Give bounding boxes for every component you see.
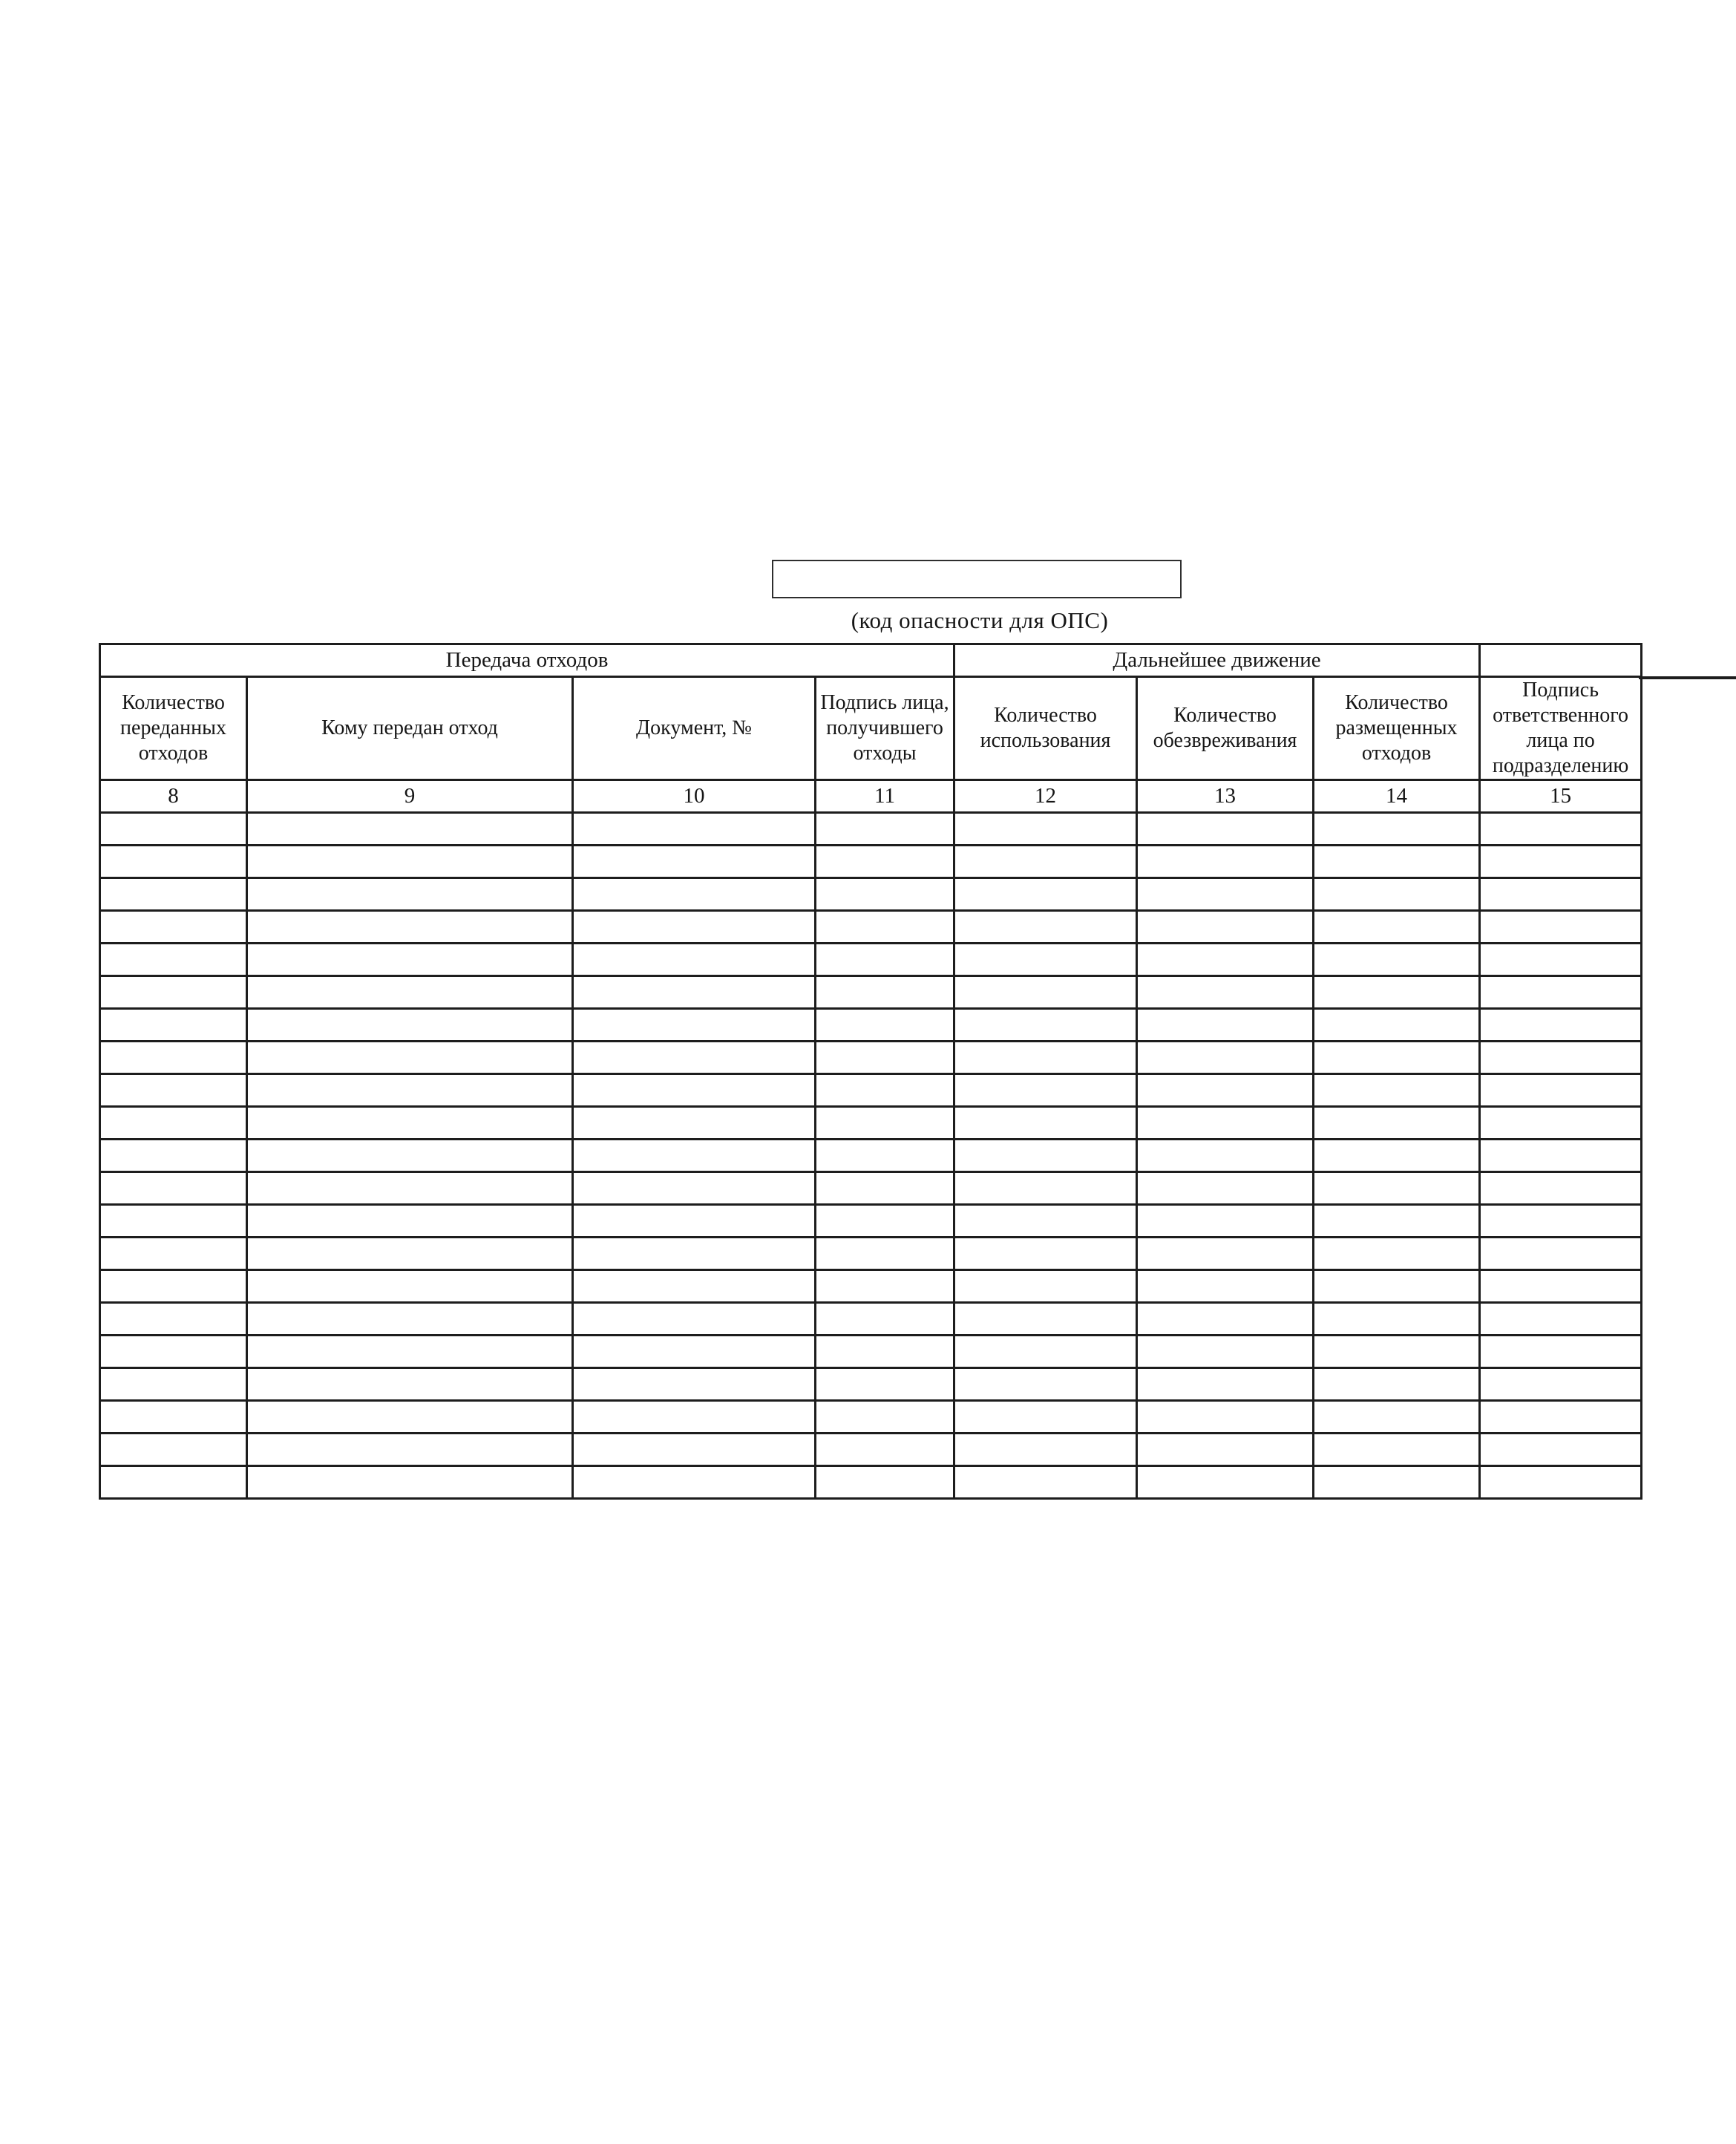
empty-log-row (100, 1466, 1642, 1499)
empty-cell (247, 846, 573, 878)
empty-cell (1314, 911, 1480, 944)
empty-cell (247, 1042, 573, 1074)
empty-cell (816, 878, 954, 911)
empty-cell (573, 1009, 816, 1042)
empty-cell (816, 1270, 954, 1303)
empty-cell (1314, 813, 1480, 846)
empty-cell (954, 944, 1137, 976)
empty-cell (1480, 1336, 1642, 1368)
hazard-code-caption: (код опасности для ОПС) (851, 607, 1109, 633)
empty-cell (1314, 1303, 1480, 1336)
empty-cell (1314, 1009, 1480, 1042)
empty-cell (1137, 813, 1314, 846)
empty-log-row (100, 878, 1642, 911)
empty-cell (1480, 1401, 1642, 1434)
group-header-further-movement: Дальнейшее движение (954, 644, 1480, 677)
empty-cell (100, 1270, 247, 1303)
empty-log-row (100, 944, 1642, 976)
empty-cell (247, 944, 573, 976)
empty-cell (100, 878, 247, 911)
empty-cell (1314, 1434, 1480, 1466)
empty-cell (100, 1466, 247, 1499)
empty-cell (247, 1336, 573, 1368)
empty-cell (1137, 1107, 1314, 1140)
empty-cell (1314, 1107, 1480, 1140)
empty-cell (1314, 1074, 1480, 1107)
empty-cell (954, 1140, 1137, 1172)
empty-cell (247, 1205, 573, 1238)
empty-cell (1480, 1205, 1642, 1238)
empty-cell (1314, 878, 1480, 911)
empty-log-row (100, 1074, 1642, 1107)
empty-cell (816, 976, 954, 1009)
empty-cell (1480, 1238, 1642, 1270)
empty-log-row (100, 1434, 1642, 1466)
empty-cell (573, 1270, 816, 1303)
column-number: 13 (1137, 780, 1314, 813)
empty-cell (954, 1401, 1137, 1434)
empty-cell (100, 1401, 247, 1434)
empty-cell (954, 846, 1137, 878)
column-number: 12 (954, 780, 1137, 813)
empty-cell (954, 1270, 1137, 1303)
empty-cell (573, 878, 816, 911)
empty-cell (954, 976, 1137, 1009)
empty-cell (247, 1466, 573, 1499)
empty-cell (1314, 1466, 1480, 1499)
empty-cell (1480, 1009, 1642, 1042)
empty-cell (1314, 1172, 1480, 1205)
empty-cell (816, 813, 954, 846)
column-number: 9 (247, 780, 573, 813)
empty-cell (573, 1466, 816, 1499)
hazard-code-box (772, 560, 1182, 598)
empty-cell (1480, 1368, 1642, 1401)
empty-cell (816, 1434, 954, 1466)
empty-log-row (100, 1042, 1642, 1074)
empty-cell (100, 1434, 247, 1466)
empty-cell (247, 1140, 573, 1172)
empty-cell (1137, 1401, 1314, 1434)
column-header-neutralized-quantity: Количество обезвреживания (1137, 677, 1314, 780)
column-number: 8 (100, 780, 247, 813)
empty-cell (247, 1009, 573, 1042)
column-header-document-number: Документ, № (573, 677, 816, 780)
empty-cell (100, 1140, 247, 1172)
empty-cell (954, 1074, 1137, 1107)
empty-cell (100, 846, 247, 878)
empty-cell (816, 1140, 954, 1172)
empty-cell (247, 1074, 573, 1107)
empty-cell (247, 1270, 573, 1303)
empty-cell (1480, 1270, 1642, 1303)
empty-cell (100, 976, 247, 1009)
empty-log-row (100, 1303, 1642, 1336)
empty-cell (1480, 813, 1642, 846)
empty-cell (573, 1205, 816, 1238)
empty-cell (1314, 846, 1480, 878)
empty-cell (1314, 1270, 1480, 1303)
empty-cell (1314, 1368, 1480, 1401)
empty-cell (1137, 1009, 1314, 1042)
empty-cell (816, 1205, 954, 1238)
empty-log-row (100, 911, 1642, 944)
empty-cell (1314, 944, 1480, 976)
empty-log-row (100, 1009, 1642, 1042)
empty-cell (100, 813, 247, 846)
empty-cell (573, 976, 816, 1009)
empty-cell (1137, 1140, 1314, 1172)
empty-cell (954, 1205, 1137, 1238)
empty-cell (1480, 1042, 1642, 1074)
empty-cell (1137, 878, 1314, 911)
empty-log-row (100, 846, 1642, 878)
empty-log-row (100, 1140, 1642, 1172)
column-header-responsible-signature: Подпись ответственного лица по подразделению (1480, 677, 1642, 780)
empty-cell (247, 1172, 573, 1205)
column-header-receiver-signature: Подпись лица, получившего отходы (816, 677, 954, 780)
empty-cell (1314, 1140, 1480, 1172)
empty-cell (1137, 1368, 1314, 1401)
empty-cell (100, 1238, 247, 1270)
column-header-transferred-to: Кому передан отход (247, 677, 573, 780)
empty-cell (247, 1238, 573, 1270)
empty-cell (100, 1368, 247, 1401)
empty-cell (1480, 911, 1642, 944)
empty-log-row (100, 1107, 1642, 1140)
empty-cell (573, 1336, 816, 1368)
empty-cell (247, 1303, 573, 1336)
empty-cell (1137, 911, 1314, 944)
column-header-disposed-quantity: Количество размещенных отходов (1314, 677, 1480, 780)
empty-cell (1137, 1042, 1314, 1074)
empty-cell (1137, 1238, 1314, 1270)
empty-cell (1137, 1303, 1314, 1336)
empty-cell (100, 1042, 247, 1074)
empty-cell (954, 1042, 1137, 1074)
empty-cell (954, 1303, 1137, 1336)
group-header-waste-transfer: Передача отходов (100, 644, 954, 677)
empty-cell (1314, 1042, 1480, 1074)
empty-cell (954, 1172, 1137, 1205)
empty-cell (1480, 1466, 1642, 1499)
empty-cell (1480, 1107, 1642, 1140)
empty-cell (1137, 1336, 1314, 1368)
empty-cell (1137, 1172, 1314, 1205)
empty-cell (1137, 1466, 1314, 1499)
empty-log-row (100, 1205, 1642, 1238)
empty-cell (573, 1107, 816, 1140)
empty-log-row (100, 1238, 1642, 1270)
empty-cell (100, 1172, 247, 1205)
empty-cell (816, 1336, 954, 1368)
empty-cell (100, 1074, 247, 1107)
empty-cell (1480, 1303, 1642, 1336)
empty-cell (573, 813, 816, 846)
empty-cell (1480, 1434, 1642, 1466)
empty-cell (100, 1303, 247, 1336)
empty-log-row (100, 1172, 1642, 1205)
table-body (100, 813, 1642, 1499)
group-header-empty (1480, 644, 1642, 677)
empty-cell (954, 911, 1137, 944)
empty-cell (573, 1401, 816, 1434)
column-header-transferred-quantity: Количество переданных отходов (100, 677, 247, 780)
empty-cell (1480, 1140, 1642, 1172)
empty-cell (573, 944, 816, 976)
empty-cell (100, 1205, 247, 1238)
empty-cell (954, 1434, 1137, 1466)
empty-cell (816, 1042, 954, 1074)
empty-cell (954, 1238, 1137, 1270)
empty-cell (247, 1368, 573, 1401)
empty-cell (573, 911, 816, 944)
empty-cell (100, 1336, 247, 1368)
empty-cell (1137, 1434, 1314, 1466)
column-header-usage-quantity: Количество использования (954, 677, 1137, 780)
empty-cell (816, 846, 954, 878)
empty-cell (1137, 1270, 1314, 1303)
empty-cell (100, 944, 247, 976)
empty-cell (1137, 976, 1314, 1009)
empty-cell (573, 1238, 816, 1270)
empty-log-row (100, 813, 1642, 846)
empty-cell (573, 1303, 816, 1336)
empty-cell (1480, 1172, 1642, 1205)
empty-cell (247, 911, 573, 944)
empty-cell (573, 1074, 816, 1107)
empty-log-row (100, 1336, 1642, 1368)
empty-cell (247, 878, 573, 911)
column-number: 15 (1480, 780, 1642, 813)
empty-cell (816, 1107, 954, 1140)
empty-cell (954, 878, 1137, 911)
empty-cell (247, 1434, 573, 1466)
empty-cell (954, 1466, 1137, 1499)
empty-cell (954, 813, 1137, 846)
empty-cell (1314, 976, 1480, 1009)
waste-log-table (99, 643, 1642, 1500)
empty-cell (573, 1368, 816, 1401)
empty-cell (1480, 878, 1642, 911)
empty-cell (1314, 1401, 1480, 1434)
empty-cell (573, 846, 816, 878)
empty-cell (1480, 846, 1642, 878)
empty-cell (816, 1368, 954, 1401)
empty-log-row (100, 1401, 1642, 1434)
empty-cell (1137, 1074, 1314, 1107)
empty-cell (1480, 1074, 1642, 1107)
empty-cell (1137, 1205, 1314, 1238)
empty-cell (816, 1401, 954, 1434)
table-edge-stub-line (1639, 676, 1736, 679)
empty-cell (1314, 1205, 1480, 1238)
empty-cell (816, 1303, 954, 1336)
empty-cell (816, 1172, 954, 1205)
empty-cell (573, 1042, 816, 1074)
empty-cell (247, 1401, 573, 1434)
empty-cell (573, 1434, 816, 1466)
empty-cell (954, 1368, 1137, 1401)
empty-cell (1314, 1238, 1480, 1270)
empty-cell (573, 1140, 816, 1172)
empty-cell (954, 1009, 1137, 1042)
empty-cell (1137, 846, 1314, 878)
table-header-row (100, 677, 1642, 780)
empty-cell (247, 976, 573, 1009)
empty-cell (100, 1009, 247, 1042)
column-number-row (100, 780, 1642, 813)
column-number: 11 (816, 780, 954, 813)
empty-cell (1480, 944, 1642, 976)
empty-cell (816, 1009, 954, 1042)
empty-cell (247, 1107, 573, 1140)
empty-cell (816, 1466, 954, 1499)
empty-log-row (100, 1270, 1642, 1303)
empty-cell (100, 911, 247, 944)
empty-cell (247, 813, 573, 846)
empty-cell (1137, 944, 1314, 976)
empty-cell (816, 911, 954, 944)
empty-cell (954, 1336, 1137, 1368)
empty-cell (816, 1074, 954, 1107)
empty-cell (816, 1238, 954, 1270)
empty-cell (1480, 976, 1642, 1009)
table-group-header-row (100, 644, 1642, 677)
empty-cell (573, 1172, 816, 1205)
column-number: 10 (573, 780, 816, 813)
empty-cell (816, 944, 954, 976)
empty-log-row (100, 1368, 1642, 1401)
empty-cell (954, 1107, 1137, 1140)
empty-cell (100, 1107, 247, 1140)
empty-cell (1314, 1336, 1480, 1368)
column-number: 14 (1314, 780, 1480, 813)
empty-log-row (100, 976, 1642, 1009)
